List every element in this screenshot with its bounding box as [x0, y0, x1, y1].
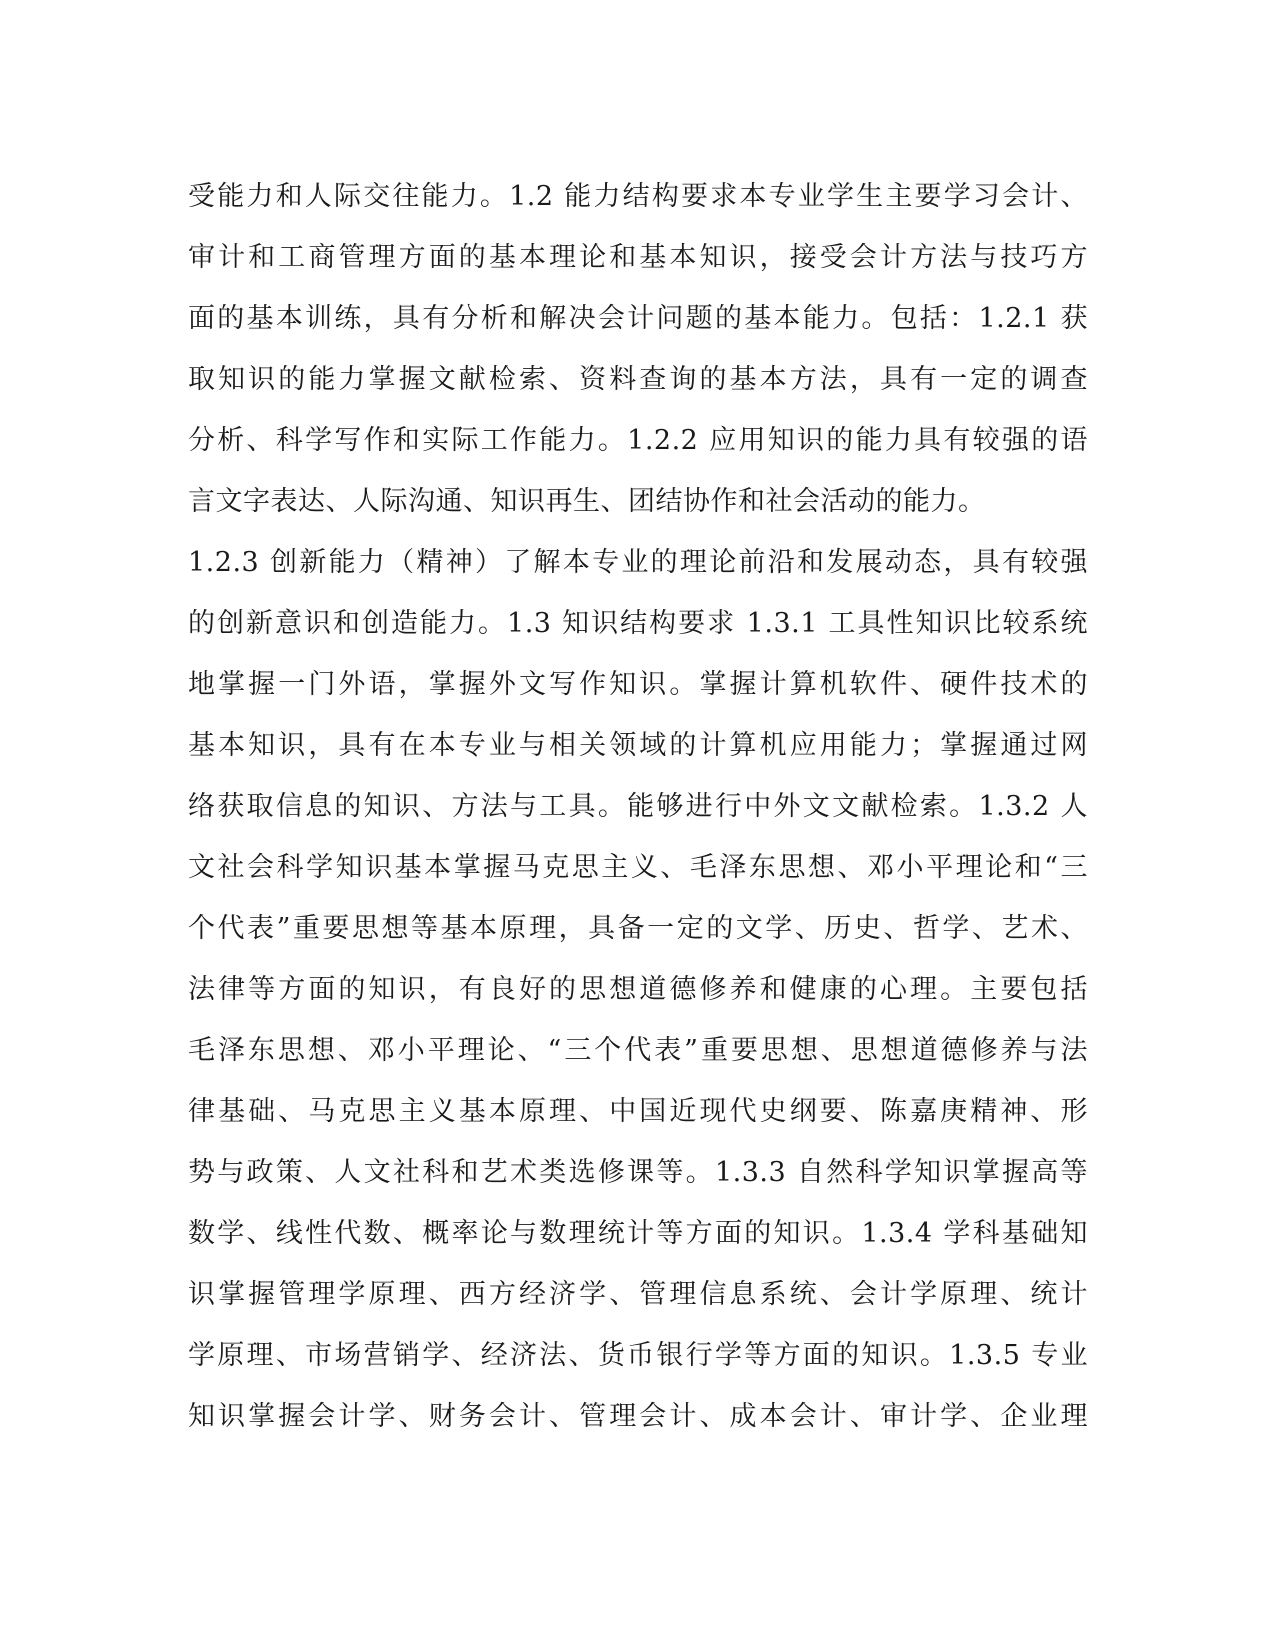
text-line: 取知识的能力掌握文献检索、资料查询的基本方法，具有一定的调查: [188, 364, 1088, 395]
text-line: 络获取信息的知识、方法与工具。能够进行中外文文献检索。1.3.2 人: [188, 791, 1088, 822]
text-line: 知识掌握会计学、财务会计、管理会计、成本会计、审计学、企业理: [188, 1401, 1088, 1432]
text-line: 审计和工商管理方面的基本理论和基本知识，接受会计方法与技巧方: [188, 242, 1088, 273]
text-line: 分析、科学写作和实际工作能力。1.2.2 应用知识的能力具有较强的语: [188, 425, 1088, 456]
text-line: 地掌握一门外语，掌握外文写作知识。掌握计算机软件、硬件技术的: [188, 669, 1088, 700]
text-line: 面的基本训练，具有分析和解决会计问题的基本能力。包括：1.2.1 获: [188, 303, 1088, 334]
text-line: 律基础、马克思主义基本原理、中国近现代史纲要、陈嘉庚精神、形: [188, 1096, 1088, 1127]
text-line: 势与政策、人文社科和艺术类选修课等。1.3.3 自然科学知识掌握高等: [188, 1157, 1088, 1188]
text-line: 受能力和人际交往能力。1.2 能力结构要求本专业学生主要学习会计、: [188, 181, 1088, 212]
text-line: 毛泽东思想、邓小平理论、“三个代表”重要思想、思想道德修养与法: [188, 1035, 1088, 1066]
text-line: 法律等方面的知识，有良好的思想道德修养和健康的心理。主要包括: [188, 974, 1088, 1005]
text-line: 识掌握管理学原理、西方经济学、管理信息系统、会计学原理、统计: [188, 1279, 1088, 1310]
text-line: 数学、线性代数、概率论与数理统计等方面的知识。1.3.4 学科基础知: [188, 1218, 1088, 1249]
text-line: 个代表”重要思想等基本原理，具备一定的文学、历史、哲学、艺术、: [188, 913, 1088, 944]
text-line: 言文字表达、人际沟通、知识再生、团结协作和社会活动的能力。: [188, 486, 986, 517]
text-line: 1.2.3 创新能力（精神）了解本专业的理论前沿和发展动态，具有较强: [188, 547, 1088, 578]
text-line: 学原理、市场营销学、经济法、货币银行学等方面的知识。1.3.5 专业: [188, 1340, 1088, 1371]
text-line: 的创新意识和创造能力。1.3 知识结构要求 1.3.1 工具性知识比较系统: [188, 608, 1088, 639]
text-line: 文社会科学知识基本掌握马克思主义、毛泽东思想、邓小平理论和“三: [188, 852, 1088, 883]
text-line: 基本知识，具有在本专业与相关领域的计算机应用能力；掌握通过网: [188, 730, 1088, 761]
body-text: [188, 166, 1088, 1447]
